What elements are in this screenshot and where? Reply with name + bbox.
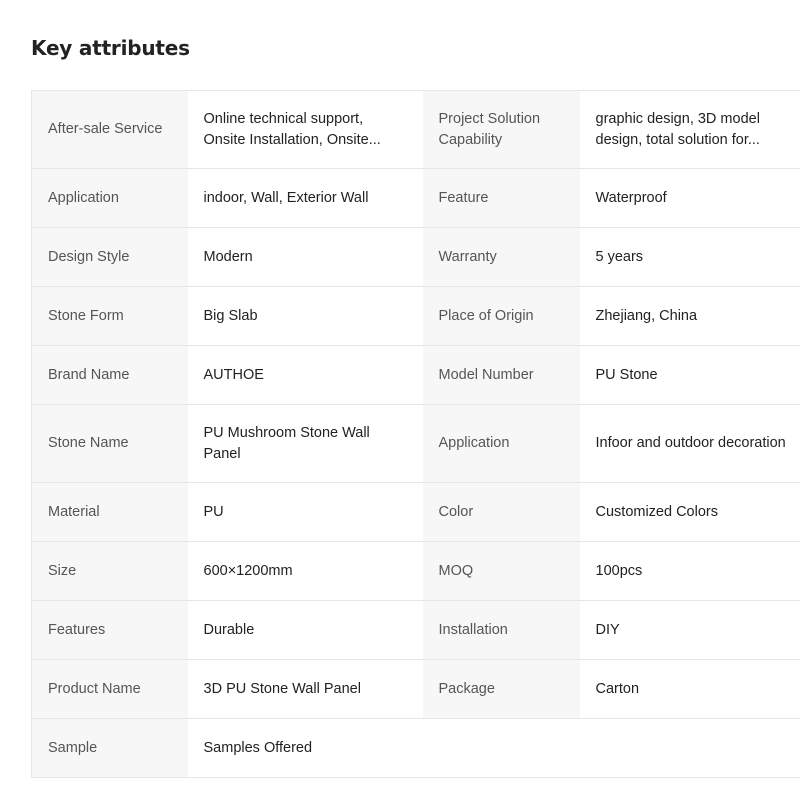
attribute-value: graphic design, 3D model design, total solution for... <box>580 91 800 169</box>
attribute-row-after-sale-service <box>32 91 800 169</box>
attribute-value: Customized Colors <box>580 483 800 542</box>
attribute-key: Application <box>32 169 188 228</box>
attribute-key: Project Solution Capability <box>423 91 580 169</box>
attribute-key: Product Name <box>32 660 188 719</box>
attribute-row-application <box>32 169 800 228</box>
attribute-key: Material <box>32 483 188 542</box>
attribute-row-design-style <box>32 228 800 287</box>
attribute-key: Stone Form <box>32 287 188 346</box>
attribute-value: PU <box>188 483 423 542</box>
attribute-value: indoor, Wall, Exterior Wall <box>188 169 423 228</box>
attribute-key: Model Number <box>423 346 580 405</box>
attribute-value: DIY <box>580 601 800 660</box>
attribute-value-empty <box>580 719 800 778</box>
attribute-key: Color <box>423 483 580 542</box>
attribute-key: Feature <box>423 169 580 228</box>
attribute-value: PU Mushroom Stone Wall Panel <box>188 405 423 483</box>
attribute-key: Brand Name <box>32 346 188 405</box>
attribute-key: Package <box>423 660 580 719</box>
attribute-key: Sample <box>32 719 188 778</box>
key-attributes-table <box>31 90 800 778</box>
attribute-row-features <box>32 601 800 660</box>
attribute-row-sample <box>32 719 800 778</box>
attribute-key: Installation <box>423 601 580 660</box>
attribute-row-brand-name <box>32 346 800 405</box>
attribute-value: Waterproof <box>580 169 800 228</box>
attribute-key: Warranty <box>423 228 580 287</box>
attribute-key: Stone Name <box>32 405 188 483</box>
attribute-value: 3D PU Stone Wall Panel <box>188 660 423 719</box>
attribute-row-product-name <box>32 660 800 719</box>
attribute-row-size <box>32 542 800 601</box>
attribute-value: Big Slab <box>188 287 423 346</box>
attribute-key: Features <box>32 601 188 660</box>
attribute-value: 100pcs <box>580 542 800 601</box>
attribute-value: Durable <box>188 601 423 660</box>
attribute-value: 5 years <box>580 228 800 287</box>
attribute-key: MOQ <box>423 542 580 601</box>
attribute-key: Size <box>32 542 188 601</box>
attribute-value: 600×1200mm <box>188 542 423 601</box>
attribute-value: Carton <box>580 660 800 719</box>
attribute-value: AUTHOE <box>188 346 423 405</box>
attribute-row-stone-form <box>32 287 800 346</box>
attribute-key: Design Style <box>32 228 188 287</box>
attribute-row-material <box>32 483 800 542</box>
attribute-value: Modern <box>188 228 423 287</box>
section-title: Key attributes <box>31 36 190 60</box>
attribute-key-empty <box>423 719 580 778</box>
attribute-key: After-sale Service <box>32 91 188 169</box>
attribute-row-stone-name <box>32 405 800 483</box>
attribute-value: Infoor and outdoor decoration <box>580 405 800 483</box>
attribute-value: Samples Offered <box>188 719 423 778</box>
attribute-key: Place of Origin <box>423 287 580 346</box>
attribute-value: PU Stone <box>580 346 800 405</box>
attribute-key: Application <box>423 405 580 483</box>
attribute-value: Online technical support, Onsite Installation, Onsite... <box>188 91 423 169</box>
attribute-value: Zhejiang, China <box>580 287 800 346</box>
